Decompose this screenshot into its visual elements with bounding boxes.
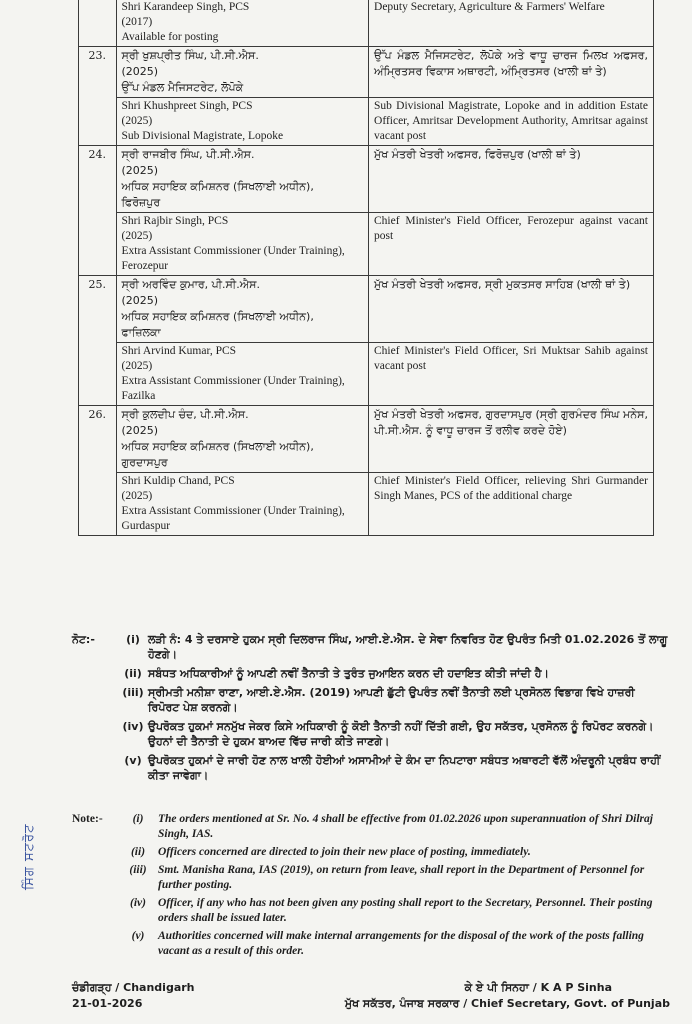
- postings-table: [78, 0, 654, 536]
- posting-en: Deputy Secretary, Agriculture & Farmers' Welfare: [369, 0, 654, 47]
- officer-name-pa: ਸ੍ਰੀ ਕੁਲਦੀਪ ਚੰਦ, ਪੀ.ਸੀ.ਐਸ. (2025) ਅਧਿਕ ਸਹਾਇਕ ਕਮਿਸ਼ਨਰ (ਸਿਖਲਾਈ ਅਧੀਨ), ਗੁਰਦਾਸਪੁਰ: [116, 406, 369, 473]
- posting-en: Chief Minister's Field Officer, Ferozepur against vacant post: [369, 213, 654, 276]
- officer-name-en: Shri Khushpreet Singh, PCS (2025) Sub Divisional Magistrate, Lopoke: [116, 98, 369, 146]
- note-item: Note:- (i) The orders mentioned at Sr. No. 4 shall be effective from 01.02.2026 upon superannuation of Shri Dilraj Singh, IAS.: [72, 813, 653, 840]
- note-item: ਨੋਟ:- (i) ਲੜੀ ਨੰ: 4 ਤੇ ਦਰਸਾਏ ਹੁਕਮ ਸ੍ਰੀ ਦਿਲਰਾਜ ਸਿੰਘ, ਆਈ.ਏ.ਐਸ. ਦੇ ਸੇਵਾ ਨਿਵਰਿਤ ਹੋਣ ਉਪਰੰਤ ਮਿਤੀ 01.02.2026 ਤੋਂ ਲਾਗੂ ਹੋਣਗੇ।: [72, 633, 668, 661]
- footer-place-date: [72, 980, 195, 1012]
- officer-name-en: Shri Kuldip Chand, PCS (2025) Extra Assistant Commissioner (Under Training), Gurdaspur: [116, 473, 369, 536]
- table-row: [79, 406, 654, 473]
- table-row: [79, 276, 654, 343]
- table-row: [79, 213, 654, 276]
- note-item: (ii) ਸਬੰਧਤ ਅਧਿਕਾਰੀਆਂ ਨੂੰ ਆਪਣੀ ਨਵੀਂ ਤੈਨਾਤੀ ਤੇ ਤੁਰੰਤ ਜੁਆਇਨ ਕਰਨ ਦੀ ਹਦਾਇਤ ਕੀਤੀ ਜਾਂਦੀ ਹੈ।: [124, 667, 549, 680]
- note-label: ਨੋਟ:-: [72, 633, 95, 646]
- place: ਚੰਡੀਗੜ੍ਹ / Chandigarh: [72, 981, 195, 994]
- officer-name-pa: ਸ੍ਰੀ ਅਰਵਿੰਦ ਕੁਮਾਰ, ਪੀ.ਸੀ.ਐਸ. (2025) ਅਧਿਕ ਸਹਾਇਕ ਕਮਿਸ਼ਨਰ (ਸਿਖਲਾਈ ਅਧੀਨ), ਫਾਜ਼ਿਲਕਾ: [116, 276, 369, 343]
- note-item: (iii) ਸ੍ਰੀਮਤੀ ਮਨੀਸ਼ਾ ਰਾਣਾ, ਆਈ.ਏ.ਐਸ. (2019) ਆਪਣੀ ਛੁੱਟੀ ਉਪਰੰਤ ਨਵੀਂ ਤੈਨਾਤੀ ਲਈ ਪ੍ਰਸੋਨਲ ਵਿਭਾਗ ਵਿਖੇ ਹਾਜ਼ਰੀ ਰਿਪੋਰਟ ਪੇਸ਼ ਕਰਨਗੇ।: [122, 686, 635, 714]
- officer-name-en: Shri Karandeep Singh, PCS (2017) Available for posting: [116, 0, 369, 47]
- signatory-name: ਕੇ ਏ ਪੀ ਸਿਨਹਾ / K A P Sinha: [464, 981, 612, 994]
- note-item: (iii) Smt. Manisha Rana, IAS (2019), on return from leave, shall report in the Department of Personnel for further posting.: [129, 864, 645, 891]
- serial-number: 23.: [79, 47, 117, 146]
- notes-punjabi: [72, 632, 668, 787]
- posting-en: Sub Divisional Magistrate, Lopoke and in addition Estate Officer, Amritsar Development Authority, Amritsar against vacant post: [369, 98, 654, 146]
- posting-pa: ਮੁੱਖ ਮੰਤਰੀ ਖੇਤਰੀ ਅਫਸਰ, ਗੁਰਦਾਸਪੁਰ (ਸ੍ਰੀ ਗੁਰਮੰਦਰ ਸਿੰਘ ਮਨੇਸ, ਪੀ.ਸੀ.ਐਸ. ਨੂੰ ਵਾਧੂ ਚਾਰਜ ਤੋਂ ਰਲੀਵ ਕਰਦੇ ਹੋਏ): [369, 406, 654, 473]
- posting-pa: ਉੱਪ ਮੰਡਲ ਮੈਜਿਸਟਰੇਟ, ਲੋਪੋਕੇ ਅਤੇ ਵਾਧੂ ਚਾਰਜ ਮਿਲਖ ਅਫਸਰ, ਅੰਮ੍ਰਿਤਸਰ ਵਿਕਾਸ ਅਥਾਰਟੀ, ਅੰਮ੍ਰਿਤਸਰ (ਖਾਲੀ ਥਾਂ ਤੇ): [369, 47, 654, 98]
- handwritten-stamp: ਸਿੰਗ ਸਟਰੋਟ: [22, 823, 37, 890]
- officer-name-en: Shri Arvind Kumar, PCS (2025) Extra Assistant Commissioner (Under Training), Fazilka: [116, 343, 369, 406]
- table-row: [79, 146, 654, 213]
- note-item: (iv) ਉਪਰੋਕਤ ਹੁਕਮਾਂ ਸਨਮੁੱਖ ਜੇਕਰ ਕਿਸੇ ਅਧਿਕਾਰੀ ਨੂੰ ਕੋਈ ਤੈਨਾਤੀ ਨਹੀਂ ਦਿੱਤੀ ਗਈ, ਉਹ ਸਕੱਤਰ, ਪ੍ਰਸੋਨਲ ਨੂੰ ਰਿਪੋਰਟ ਕਰਨਗੇ। ਉਹਨਾਂ ਦੀ ਤੈਨਾਤੀ ਦੇ ਹੁਕਮ ਬਾਅਦ ਵਿੱਚ ਜਾਰੀ ਕੀਤੇ ਜਾਣਗੇ।: [122, 720, 654, 748]
- note-label: Note:-: [72, 813, 103, 825]
- note-item: (ii) Officers concerned are directed to join their new place of posting, immediately.: [130, 846, 531, 858]
- posting-pa: ਮੁੱਖ ਮੰਤਰੀ ਖੇਤਰੀ ਅਫਸਰ, ਸ੍ਰੀ ਮੁਕਤਸਰ ਸਾਹਿਬ (ਖਾਲੀ ਥਾਂ ਤੇ): [369, 276, 654, 343]
- officer-name-pa: ਸ੍ਰੀ ਖੁਸ਼ਪ੍ਰੀਤ ਸਿੰਘ, ਪੀ.ਸੀ.ਐਸ. (2025) ਉੱਪ ਮੰਡਲ ਮੈਜਿਸਟਰੇਟ, ਲੋਪੋਕੇ: [116, 47, 369, 98]
- signatory-designation: ਮੁੱਖ ਸਕੱਤਰ, ਪੰਜਾਬ ਸਰਕਾਰ / Chief Secretary, Govt. of Punjab: [344, 997, 670, 1010]
- table-row: [79, 343, 654, 406]
- note-item: (v) Authorities concerned will make internal arrangements for the disposal of the work of the posts falling vacant as a result of this order.: [131, 930, 644, 957]
- serial-number: 26.: [79, 406, 117, 536]
- officer-name-pa: ਸ੍ਰੀ ਰਾਜਬੀਰ ਸਿੰਘ, ਪੀ.ਸੀ.ਐਸ. (2025) ਅਧਿਕ ਸਹਾਇਕ ਕਮਿਸ਼ਨਰ (ਸਿਖਲਾਈ ਅਧੀਨ), ਫਿਰੋਜ਼ਪੁਰ: [116, 146, 369, 213]
- date: 21-01-2026: [72, 997, 143, 1010]
- posting-en: Chief Minister's Field Officer, Sri Muktsar Sahib against vacant post: [369, 343, 654, 406]
- posting-pa: ਮੁੱਖ ਮੰਤਰੀ ਖੇਤਰੀ ਅਫਸਰ, ਫਿਰੋਜ਼ਪੁਰ (ਖਾਲੀ ਥਾਂ ਤੇ): [369, 146, 654, 213]
- posting-en: Chief Minister's Field Officer, relieving Shri Gurmander Singh Manes, PCS of the additional charge: [369, 473, 654, 536]
- serial-number: 25.: [79, 276, 117, 406]
- table-row: [79, 47, 654, 98]
- serial-number: 24.: [79, 146, 117, 276]
- table-row: [79, 98, 654, 146]
- table-row: [79, 0, 654, 47]
- signature-block: [345, 980, 670, 1012]
- note-item: (iv) Officer, if any who has not been given any posting shall report to the Secretary, Personnel. Their posting orders shall be issued later.: [130, 897, 653, 924]
- officer-name-en: Shri Rajbir Singh, PCS (2025) Extra Assistant Commissioner (Under Training), Ferozepur: [116, 213, 369, 276]
- notes-english: [72, 812, 668, 962]
- note-item: (v) ਉਪਰੋਕਤ ਹੁਕਮਾਂ ਦੇ ਜਾਰੀ ਹੋਣ ਨਾਲ ਖਾਲੀ ਹੋਈਆਂ ਅਸਾਮੀਆਂ ਦੇ ਕੰਮ ਦਾ ਨਿਪਟਾਰਾ ਸਬੰਧਤ ਅਥਾਰਟੀ ਵੱਲੋਂ ਅੰਦਰੂਨੀ ਪ੍ਰਬੰਧ ਰਾਹੀਂ ਕੀਤਾ ਜਾਵੇਗਾ।: [124, 754, 661, 782]
- table-row: [79, 473, 654, 536]
